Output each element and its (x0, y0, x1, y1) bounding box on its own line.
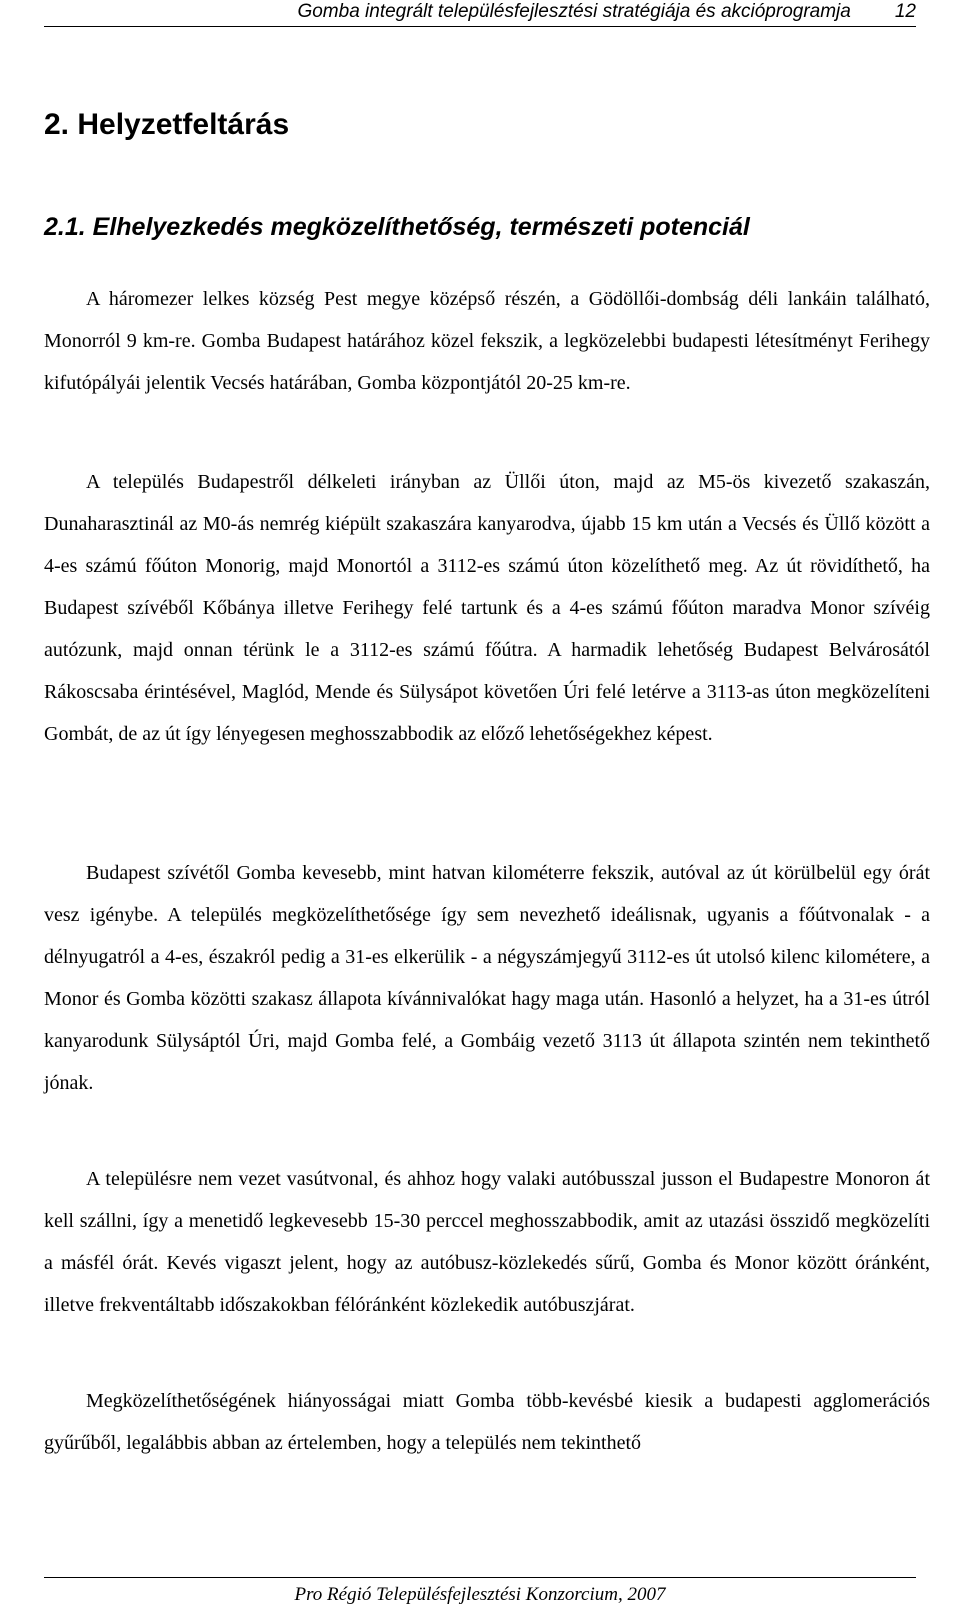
paragraph-location: A háromezer lelkes község Pest megye középső részén, a Gödöllői-dombság déli lankáin található, Monorról 9 km-re. Gomba Budapest határához közel fekszik, a legközelebbi budapesti létesítményt Ferihegy kifutópályái jelentik Vecsés határában, Gomba központjától 20-25 km-re. (44, 288, 930, 394)
paragraph-distance: Budapest szívétől Gomba kevesebb, mint hatvan kilométerre fekszik, autóval az út körülbelül egy órát vesz igénybe. A település megközelíthetősége így sem nevezhető ideálisnak, ugyanis a főútvonalak - a délnyugatról a 4-es, északról pedig a 31-es elkerülik - a négyszámjegyű 3112-es út utolsó kilenc kilométere, a Monor és Gomba közötti szakasz állapota kívánnivalókat hagy maga után. Hasonló a helyzet, ha a 31-es útról kanyarodunk Sülysáptól Úri, majd Gomba felé, a Gombáig vezető 3113 út állapota szintén nem tekinthető jónak. (44, 862, 930, 1094)
page-header (44, 0, 916, 27)
page-footer: Pro Régió Településfejlesztési Konzorcium, 2007 (44, 1577, 916, 1609)
subsection-heading: 2.1. Elhelyezkedés megközelíthetőség, természeti potenciál (44, 213, 750, 241)
paragraph-road-access: A település Budapestről délkeleti irányban az Üllői úton, majd az M5-ös kivezető szakaszán, Dunaharasztinál az M0-ás nemrég kiépült szakaszára kanyarodva, újabb 15 km után a Vecsés és Üllő között a 4-es számú főúton Monorig, majd Monortól a 3112-es számú úton közelíthető meg. Az út rövidíthető, ha Budapest szívéből Kőbánya illetve Ferihegy felé tartunk és a 4-es számú főúton maradva Monor szívéig autózunk, majd onnan térünk le a 3112-es számú főútra. A harmadik lehetőség Budapest Belvárosától Rákoscsaba érintésével, Maglód, Mende és Sülysápot követően Úri felé letérve a 3113-as úton megközelíteni Gombát, de az út így lényegesen meghosszabbodik az előző lehetőségekhez képest. (44, 471, 930, 745)
header-title: Gomba integrált településfejlesztési stratégiája és akcióprogramja (297, 1, 851, 22)
paragraph-public-transport: A településre nem vezet vasútvonal, és ahhoz hogy valaki autóbusszal jusson el Budapestre Monoron át kell szállni, így a menetidő legkevesebb 15-30 perccel meghosszabbodik, amit az utazási összidő megközelíti a másfél órát. Kevés vigaszt jelent, hogy az autóbusz-közlekedés sűrű, Gomba és Monor között óránként, illetve frekventáltabb időszakokban félóránként közlekedik autóbuszjárat. (44, 1168, 930, 1316)
section-heading: 2. Helyzetfeltárás (44, 108, 290, 141)
paragraph-agglomeration: Megközelíthetőségének hiányosságai miatt Gomba több-kevésbé kiesik a budapesti agglomerációs gyűrűből, legalábbis abban az értelemben, hogy a település nem tekinthető (44, 1390, 930, 1454)
page-number: 12 (894, 1, 916, 22)
